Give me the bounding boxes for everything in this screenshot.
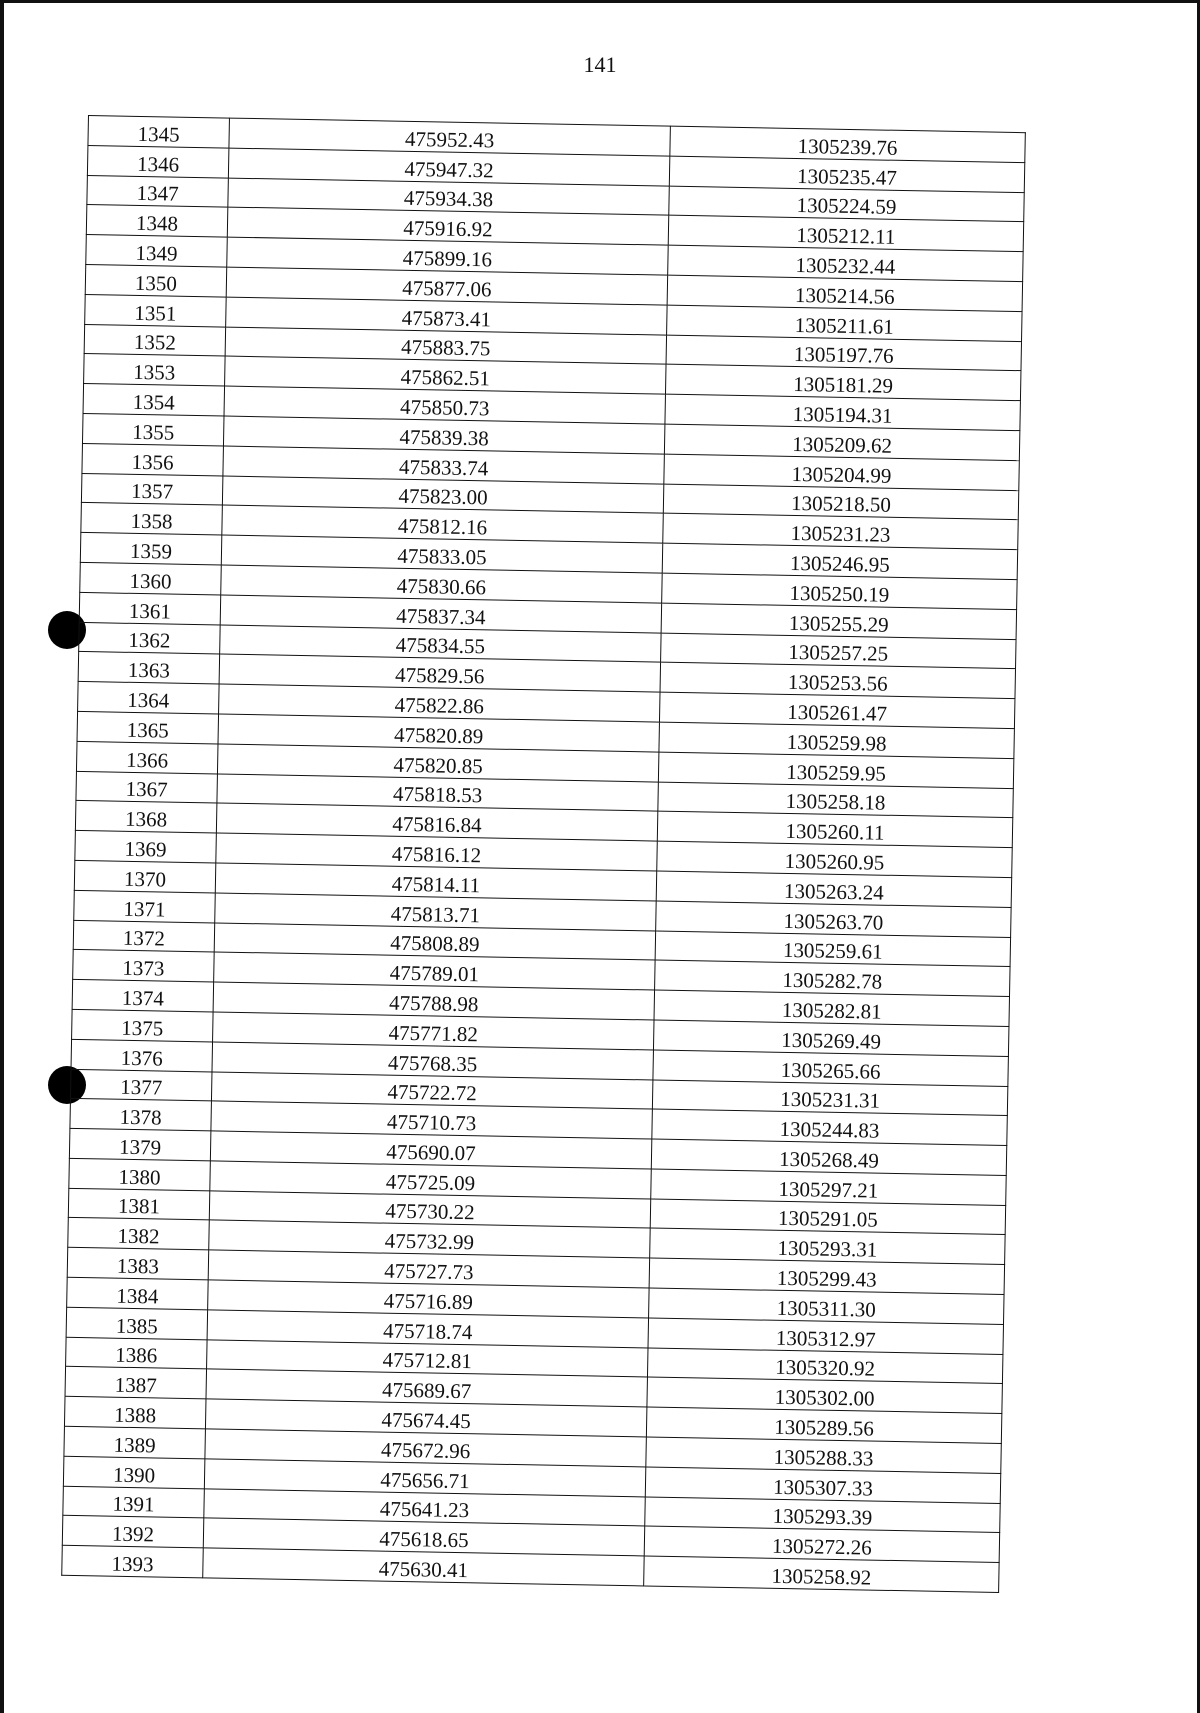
point-id-cell: 1392 (62, 1516, 204, 1548)
point-id-cell: 1366 (76, 741, 218, 773)
northing-cell: 1305232.44 (668, 245, 1023, 281)
northing-cell: 1305320.92 (647, 1348, 1002, 1384)
easting-cell: 475873.41 (226, 297, 667, 335)
easting-cell: 475820.89 (218, 714, 659, 752)
easting-cell: 475813.71 (215, 893, 656, 931)
page-number: 141 (583, 52, 617, 77)
easting-cell: 475788.98 (213, 982, 654, 1020)
point-id-cell: 1389 (64, 1426, 206, 1458)
point-id-cell: 1380 (69, 1158, 211, 1190)
easting-cell: 475837.34 (220, 595, 661, 633)
point-id-cell: 1368 (75, 801, 217, 833)
northing-cell: 1305255.29 (661, 603, 1016, 639)
point-id-cell: 1393 (62, 1546, 204, 1578)
coordinate-table-container (61, 115, 1022, 1593)
easting-cell: 475808.89 (214, 922, 655, 960)
northing-cell: 1305218.50 (663, 484, 1018, 520)
point-id-cell: 1363 (78, 652, 220, 684)
northing-cell: 1305272.26 (644, 1526, 999, 1562)
point-id-cell: 1388 (64, 1397, 206, 1429)
easting-cell: 475816.84 (216, 803, 657, 841)
northing-cell: 1305312.97 (648, 1318, 1003, 1354)
easting-cell: 475641.23 (204, 1489, 645, 1527)
northing-cell: 1305209.62 (664, 424, 1019, 460)
point-id-cell: 1382 (68, 1218, 210, 1250)
easting-cell: 475947.32 (228, 148, 669, 186)
point-id-cell: 1390 (63, 1456, 205, 1488)
northing-cell: 1305231.31 (652, 1080, 1007, 1116)
northing-cell: 1305212.11 (668, 216, 1023, 252)
point-id-cell: 1379 (69, 1128, 211, 1160)
point-id-cell: 1383 (67, 1248, 209, 1280)
northing-cell: 1305269.49 (653, 1020, 1008, 1056)
northing-cell: 1305253.56 (660, 662, 1015, 698)
point-id-cell: 1346 (87, 145, 229, 177)
northing-cell: 1305263.70 (656, 901, 1011, 937)
point-id-cell: 1349 (86, 235, 228, 267)
point-id-cell: 1354 (83, 384, 225, 416)
easting-cell: 475812.16 (222, 505, 663, 543)
easting-cell: 475862.51 (225, 356, 666, 394)
point-id-cell: 1359 (80, 533, 222, 565)
easting-cell: 475689.67 (206, 1369, 647, 1407)
point-id-cell: 1381 (68, 1188, 210, 1220)
northing-cell: 1305211.61 (667, 305, 1022, 341)
northing-cell: 1305244.83 (652, 1109, 1007, 1145)
easting-cell: 475833.05 (221, 535, 662, 573)
easting-cell: 475690.07 (210, 1131, 651, 1169)
easting-cell: 475883.75 (225, 327, 666, 365)
point-id-cell: 1384 (67, 1277, 209, 1309)
northing-cell: 1305282.81 (654, 990, 1009, 1026)
easting-cell: 475727.73 (208, 1250, 649, 1288)
northing-cell: 1305311.30 (649, 1288, 1004, 1324)
northing-cell: 1305288.33 (646, 1437, 1001, 1473)
easting-cell: 475630.41 (203, 1548, 644, 1586)
northing-cell: 1305246.95 (662, 543, 1017, 579)
scan-border-top (0, 0, 1200, 3)
northing-cell: 1305291.05 (650, 1199, 1005, 1235)
coordinate-table (61, 115, 1026, 1593)
northing-cell: 1305204.99 (664, 454, 1019, 490)
easting-cell: 475725.09 (210, 1161, 651, 1199)
northing-cell: 1305282.78 (655, 960, 1010, 996)
point-id-cell: 1351 (85, 294, 227, 326)
scan-border-left (0, 0, 4, 1713)
northing-cell: 1305307.33 (645, 1467, 1000, 1503)
point-id-cell: 1352 (84, 324, 226, 356)
easting-cell: 475618.65 (203, 1518, 644, 1556)
point-id-cell: 1371 (74, 890, 216, 922)
easting-cell: 475830.66 (221, 565, 662, 603)
point-id-cell: 1367 (76, 771, 218, 803)
northing-cell: 1305260.11 (657, 811, 1012, 847)
point-id-cell: 1373 (73, 950, 215, 982)
point-id-cell: 1376 (71, 1039, 213, 1071)
easting-cell: 475839.38 (223, 416, 664, 454)
point-id-cell: 1385 (66, 1307, 208, 1339)
point-id-cell: 1355 (82, 413, 224, 445)
point-id-cell: 1347 (87, 175, 229, 207)
northing-cell: 1305257.25 (661, 633, 1016, 669)
easting-cell: 475722.72 (211, 1071, 652, 1109)
easting-cell: 475710.73 (211, 1101, 652, 1139)
point-id-cell: 1369 (75, 831, 217, 863)
easting-cell: 475768.35 (212, 1042, 653, 1080)
easting-cell: 475952.43 (229, 118, 670, 156)
point-id-cell: 1362 (79, 622, 221, 654)
coordinate-table-body (62, 116, 1026, 1593)
northing-cell: 1305302.00 (647, 1377, 1002, 1413)
northing-cell: 1305181.29 (665, 365, 1020, 401)
northing-cell: 1305259.95 (658, 752, 1013, 788)
northing-cell: 1305231.23 (663, 513, 1018, 549)
northing-cell: 1305214.56 (667, 275, 1022, 311)
northing-cell: 1305258.92 (644, 1556, 999, 1592)
northing-cell: 1305235.47 (669, 156, 1024, 192)
point-id-cell: 1364 (78, 682, 220, 714)
easting-cell: 475718.74 (207, 1310, 648, 1348)
easting-cell: 475823.00 (222, 476, 663, 514)
easting-cell: 475934.38 (228, 178, 669, 216)
point-id-cell: 1370 (74, 860, 216, 892)
point-id-cell: 1386 (66, 1337, 208, 1369)
point-id-cell: 1391 (63, 1486, 205, 1518)
point-id-cell: 1361 (79, 592, 221, 624)
point-id-cell: 1360 (80, 562, 222, 594)
northing-cell: 1305197.76 (666, 335, 1021, 371)
easting-cell: 475656.71 (204, 1459, 645, 1497)
easting-cell: 475829.56 (219, 654, 660, 692)
northing-cell: 1305259.61 (655, 931, 1010, 967)
northing-cell: 1305293.31 (650, 1228, 1005, 1264)
northing-cell: 1305268.49 (651, 1139, 1006, 1175)
easting-cell: 475716.89 (208, 1280, 649, 1318)
northing-cell: 1305258.18 (658, 782, 1013, 818)
point-id-cell: 1377 (70, 1069, 212, 1101)
easting-cell: 475730.22 (209, 1191, 650, 1229)
northing-cell: 1305259.98 (659, 722, 1014, 758)
northing-cell: 1305260.95 (657, 841, 1012, 877)
point-id-cell: 1372 (73, 920, 215, 952)
easting-cell: 475820.85 (217, 744, 658, 782)
northing-cell: 1305263.24 (656, 871, 1011, 907)
northing-cell: 1305289.56 (646, 1407, 1001, 1443)
easting-cell: 475822.86 (219, 684, 660, 722)
easting-cell: 475814.11 (215, 863, 656, 901)
point-id-cell: 1374 (72, 979, 214, 1011)
easting-cell: 475712.81 (207, 1340, 648, 1378)
easting-cell: 475816.12 (216, 833, 657, 871)
easting-cell: 475672.96 (205, 1429, 646, 1467)
point-id-cell: 1350 (85, 264, 227, 296)
point-id-cell: 1358 (81, 503, 223, 535)
northing-cell: 1305265.66 (653, 1050, 1008, 1086)
point-id-cell: 1375 (72, 1009, 214, 1041)
easting-cell: 475674.45 (205, 1399, 646, 1437)
point-id-cell: 1345 (88, 116, 230, 148)
northing-cell: 1305299.43 (649, 1258, 1004, 1294)
easting-cell: 475916.92 (227, 207, 668, 245)
point-id-cell: 1356 (82, 443, 224, 475)
northing-cell: 1305297.21 (651, 1169, 1006, 1205)
northing-cell: 1305239.76 (670, 126, 1025, 162)
easting-cell: 475818.53 (217, 774, 658, 812)
northing-cell: 1305224.59 (669, 186, 1024, 222)
point-id-cell: 1357 (81, 473, 223, 505)
easting-cell: 475850.73 (224, 386, 665, 424)
easting-cell: 475771.82 (213, 1012, 654, 1050)
point-id-cell: 1348 (86, 205, 228, 237)
easting-cell: 475834.55 (220, 625, 661, 663)
point-id-cell: 1365 (77, 711, 219, 743)
easting-cell: 475899.16 (227, 237, 668, 275)
easting-cell: 475789.01 (214, 952, 655, 990)
point-id-cell: 1378 (70, 1099, 212, 1131)
easting-cell: 475877.06 (226, 267, 667, 305)
easting-cell: 475833.74 (223, 446, 664, 484)
northing-cell: 1305250.19 (662, 573, 1017, 609)
northing-cell: 1305293.39 (645, 1497, 1000, 1533)
point-id-cell: 1387 (65, 1367, 207, 1399)
northing-cell: 1305194.31 (665, 394, 1020, 430)
point-id-cell: 1353 (84, 354, 226, 386)
easting-cell: 475732.99 (209, 1220, 650, 1258)
northing-cell: 1305261.47 (659, 692, 1014, 728)
